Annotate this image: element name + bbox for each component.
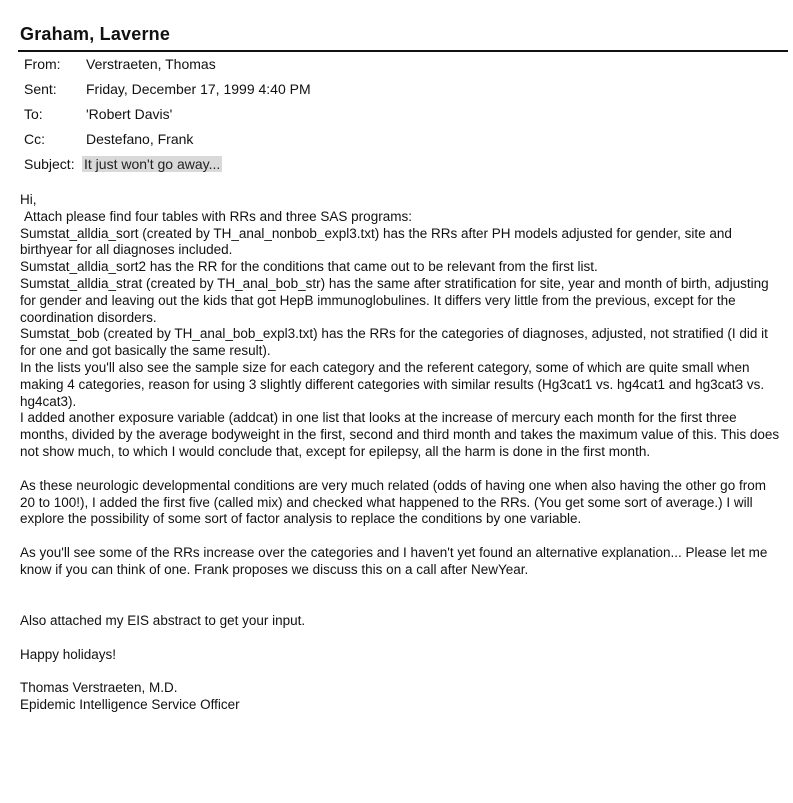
from-value: Verstraeten, Thomas <box>86 56 216 72</box>
spacer <box>20 528 780 545</box>
cc-value: Destefano, Frank <box>86 131 194 147</box>
body-paragraph: Sumstat_bob (created by TH_anal_bob_expl3.txt) has the RRs for the categories of diagnoses, adjusted, not stratified (I did it for one and got basically the same result). <box>20 326 768 359</box>
from-label: From: <box>24 56 61 72</box>
body-paragraph: As these neurologic developmental conditions are very much related (odds of having one when also having the other go from 20 to 100!), I added the first five (called mix) and checked what happened to the RRs. (You get some sort of average.) I will explore the possibility of some sort of factor analysis to replace the conditions by one variable. <box>20 477 766 527</box>
spacer <box>20 579 780 613</box>
subject-value: It just won't go away... <box>84 156 221 172</box>
to-value: 'Robert Davis' <box>86 106 173 122</box>
greeting: Hi, <box>20 192 37 207</box>
body-paragraph: Also attached my EIS abstract to get your input. <box>20 612 306 628</box>
signature-name: Thomas Verstraeten, M.D. <box>20 680 178 696</box>
body-paragraph: Sumstat_alldia_strat (created by TH_anal_bob_str) has the same after stratification for site, year and month of birth, adjusting for gender and leaving out the kids that got HepB immunoglobulines. It differs very little from the previous, except for the coordination disorders. <box>20 275 769 325</box>
subject-label: Subject: <box>24 156 75 172</box>
closing: Happy holidays! <box>20 646 117 662</box>
body-paragraph: I added another exposure variable (addcat) in one list that looks at the increase of mercury each month for the first three months, divided by the average bodyweight in the first, second and third month and takes the maximum value of this. This does not show much, to which I would conclude that, except for epilepsy, all the harm is done in the first month. <box>20 410 780 459</box>
email-body <box>20 192 780 714</box>
sent-row <box>24 79 784 104</box>
body-paragraph: Sumstat_alldia_sort (created by TH_anal_nonbob_expl3.txt) has the RRs after PH models adjusted for gender, site and birthyear for all diagnoses included. <box>20 225 732 258</box>
body-paragraph: As you'll see some of the RRs increase over the categories and I haven't yet found an alternative explanation... Please let me know if you can think of one. Frank proposes we discuss this on a call after NewYear. <box>20 545 768 577</box>
sent-value: Friday, December 17, 1999 4:40 PM <box>86 81 311 97</box>
header-divider <box>18 50 788 52</box>
sent-label: Sent: <box>24 81 57 97</box>
cc-label: Cc: <box>24 131 45 147</box>
cc-row <box>24 129 784 154</box>
to-row <box>24 104 784 129</box>
subject-row <box>24 154 784 179</box>
signature-title: Epidemic Intelligence Service Officer <box>20 697 240 713</box>
from-row <box>24 54 784 79</box>
spacer <box>20 630 780 647</box>
email-header <box>24 54 784 179</box>
body-paragraph: In the lists you'll also see the sample size for each category and the referent category, some of which are quite small when making 4 categories, reason for using 3 slightly different categories with similar results (Hg3cat1 vs. hg4cat1 and hg3cat3 vs. hg4cat3). <box>20 359 765 409</box>
spacer <box>20 663 780 680</box>
to-label: To: <box>24 106 43 122</box>
body-paragraph: Sumstat_alldia_sort2 has the RR for the conditions that came out to be relevant from the first list. <box>20 259 598 275</box>
mailbox-owner-name: Graham, Laverne <box>20 24 171 44</box>
body-paragraph: Attach please find four tables with RRs and three SAS programs: <box>24 208 412 224</box>
spacer <box>20 461 780 478</box>
